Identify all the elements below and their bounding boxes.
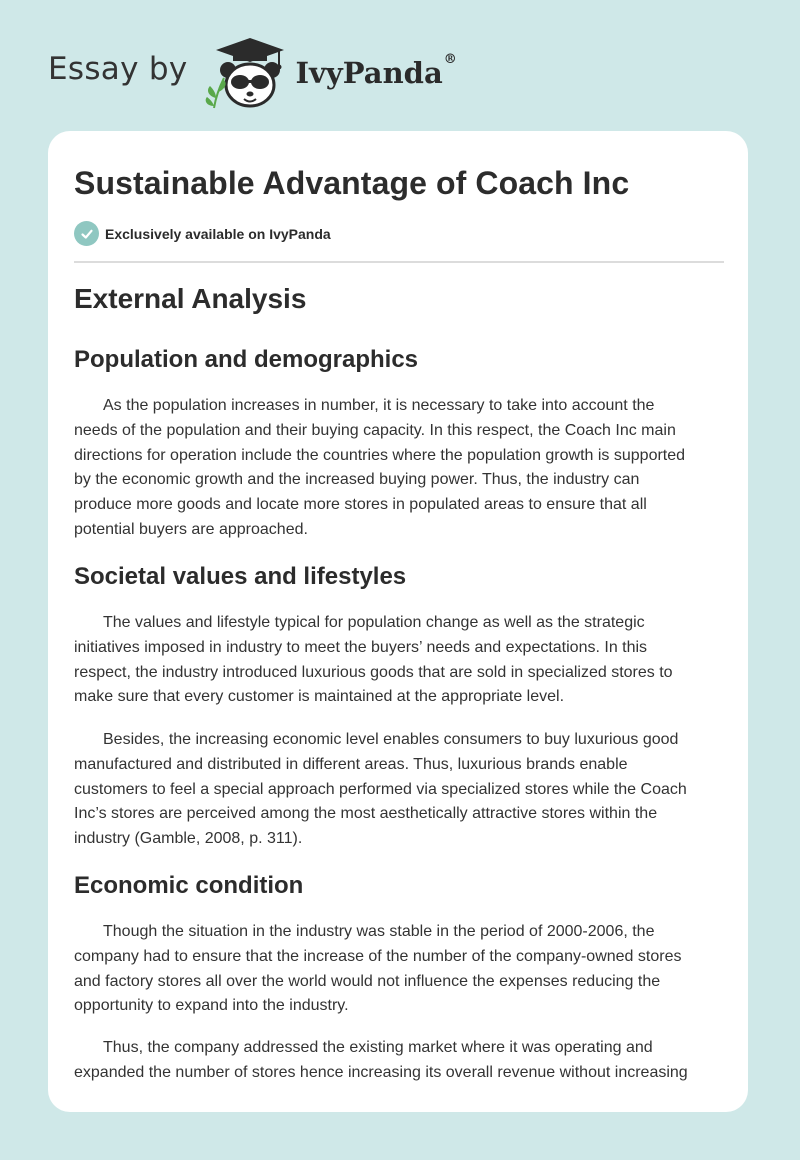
section-heading-external-analysis: External Analysis [74,283,307,314]
registered-mark: ® [443,52,457,67]
paragraph-economic-1 [74,920,724,1019]
paragraph-line: produce more goods and locate more stores in populated areas to ensure that all [74,496,647,514]
paragraph-line: by the economic growth and the increased buying power. Thus, the industry can [74,471,640,489]
title-divider [74,261,724,263]
check-icon [74,221,99,246]
exclusive-badge [74,221,331,246]
paragraph-line: Inc’s stores are perceived among the most aesthetically attractive stores within the [74,805,658,823]
essay-title: Sustainable Advantage of Coach Inc [74,165,630,201]
essay-card [48,131,748,1112]
paragraph-line: manufactured and distributed in different areas. Thus, luxurious brands enable [74,755,628,773]
paragraph-line: make sure that every customer is maintained at the appropriate level. [74,688,565,706]
paragraph-line: Though the situation in the industry was stable in the period of 2000-2006, the [103,923,655,940]
paragraph-line: needs of the population and their buying capacity. In this respect, the Coach Inc main [74,421,676,439]
paragraph-line: As the population increases in number, it is necessary to take into account the [103,397,655,414]
subsection-heading-societal-values: Societal values and lifestyles [74,563,407,590]
paragraph-line: initiatives imposed in industry to meet the buyers’ needs and expectations. In this [74,638,648,656]
paragraph-line: and factory stores all over the world would not influence the expenses reducing the [74,972,661,990]
paragraph-line: expanded the number of stores hence increasing its overall revenue without increasing [74,1063,688,1081]
paragraph-line: Besides, the increasing economic level enables consumers to buy luxurious good [103,731,679,748]
subsection-heading-economic-condition: Economic condition [74,872,304,899]
paragraph-line: industry (Gamble, 2008, p. 311). [74,830,303,848]
subsection-heading-population: Population and demographics [74,346,419,373]
paragraph-line: directions for operation include the countries where the population growth is supported [74,446,686,464]
exclusive-badge-text: Exclusively available on IvyPanda [105,225,331,242]
paragraph-line: Thus, the company addressed the existing market where it was operating and [103,1039,653,1056]
paragraph-line: The values and lifestyle typical for population change as well as the strategic [103,614,645,631]
paragraph-economic-2 [74,1036,724,1086]
paragraph-societal-1 [74,611,724,710]
paragraph-societal-2 [74,728,724,852]
site-brand [48,32,457,112]
paragraph-population-1 [74,394,724,543]
paragraph-line: respect, the industry introduced luxurious goods that are sold in specialized stores to [74,663,673,681]
paragraph-line: opportunity to expand into the industry. [74,997,349,1015]
paragraph-line: company had to ensure that the increase of the number of the company-owned stores [74,947,682,965]
paragraph-line: potential buyers are approached. [74,520,308,538]
brand-prefix: Essay by [48,51,188,87]
brand-name: IvyPanda® [295,52,457,90]
panda-graduate-logo-icon [198,32,294,112]
paragraph-line: customers to feel a special approach performed via specialized stores while the Coach [74,780,687,798]
